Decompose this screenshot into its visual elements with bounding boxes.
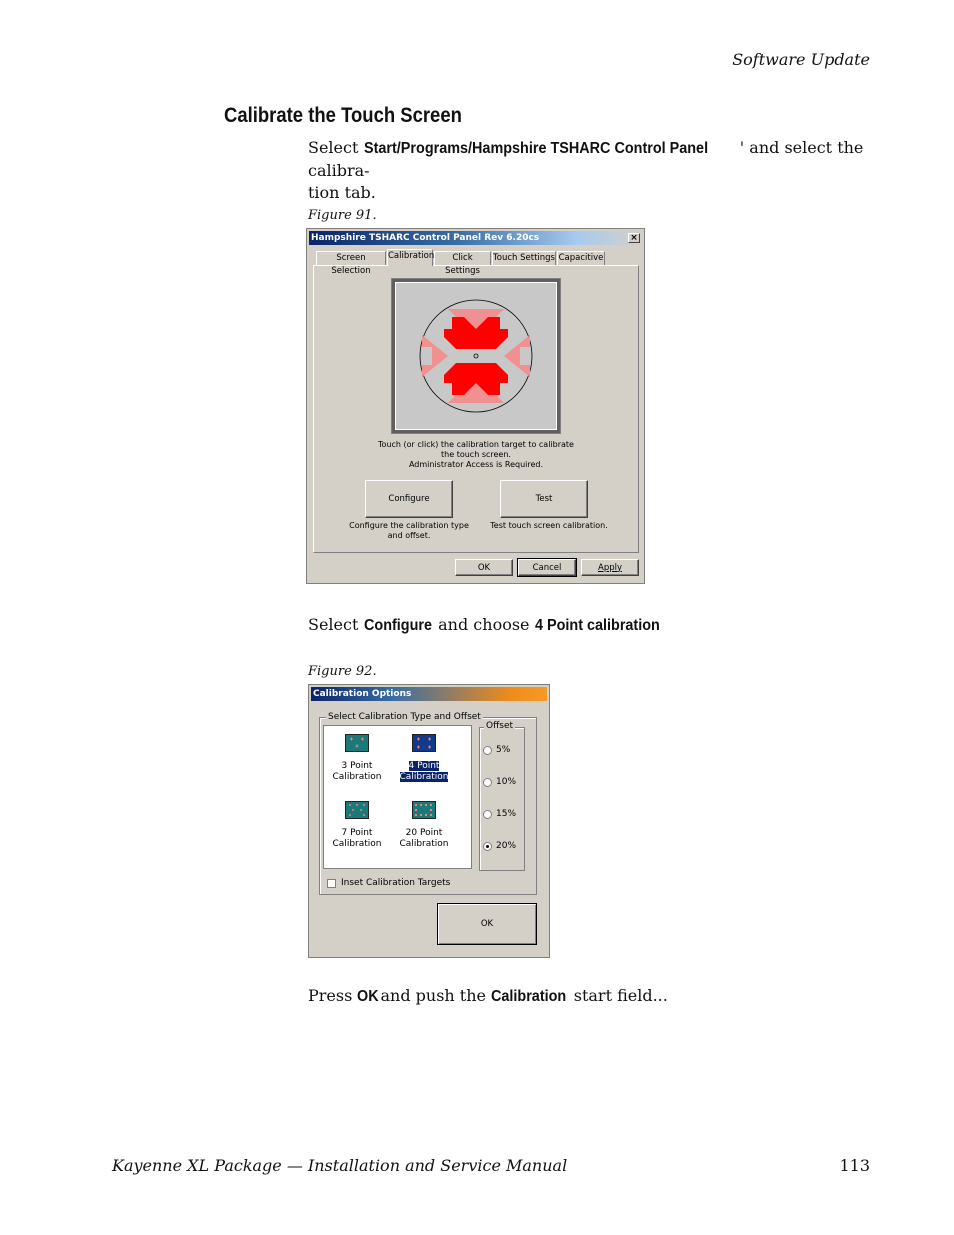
calibration-type-group-label: Select Calibration Type and Offset <box>328 712 481 722</box>
para3-mid: and push the <box>375 986 492 1005</box>
paragraph-3 <box>308 985 668 1008</box>
tab-touch-settings[interactable]: Touch Settings <box>493 253 555 263</box>
4-point-line1: 4 Point <box>408 761 440 771</box>
para2-mid: and choose <box>433 615 535 634</box>
offset-group-label: Offset <box>486 721 514 731</box>
offset-10-radio[interactable] <box>483 777 516 787</box>
dialog-title: Calibration Options <box>313 689 412 699</box>
dialog-titlebar <box>311 687 547 701</box>
20-point-label[interactable] <box>394 828 454 850</box>
offset-20-radio[interactable] <box>483 841 516 851</box>
page-number: 113 <box>839 1156 870 1175</box>
4-point-line2: Calibration <box>399 772 449 782</box>
4-point-label[interactable] <box>394 761 454 783</box>
radio-button[interactable] <box>483 810 492 819</box>
tab-click-settings[interactable]: Click Settings <box>434 251 491 265</box>
test-button[interactable]: Test <box>500 480 588 518</box>
7-point-icon[interactable] <box>345 801 369 819</box>
configure-desc-line-1: Configure the calibration type <box>349 521 469 530</box>
paragraph-1 <box>308 137 878 204</box>
inset-targets-checkbox[interactable] <box>327 879 336 888</box>
test-description: Test touch screen calibration. <box>490 521 608 530</box>
running-header: Software Update <box>732 50 870 69</box>
inset-targets-checkbox-row[interactable] <box>327 878 450 888</box>
configure-desc-line-2: and offset. <box>387 531 431 540</box>
20-point-line2: Calibration <box>399 839 449 849</box>
7-point-line1: 7 Point <box>341 828 373 838</box>
tsharc-control-panel-dialog <box>306 228 645 584</box>
configure-button[interactable]: Configure <box>365 480 453 518</box>
figure-92-label: Figure 92. <box>308 664 377 679</box>
para1-post2: tion tab. <box>308 183 376 202</box>
offset-15-radio[interactable] <box>483 809 516 819</box>
configure-description <box>349 521 469 541</box>
offset-15-label: 15% <box>496 809 517 819</box>
para3-post: start field... <box>568 986 668 1005</box>
20-point-icon[interactable] <box>412 801 436 819</box>
3-point-label[interactable] <box>327 761 387 783</box>
ok-button[interactable]: OK <box>455 559 513 576</box>
offset-5-label: 5% <box>496 745 511 755</box>
calibration-options-dialog <box>308 684 550 958</box>
radio-button-selected[interactable] <box>483 842 492 851</box>
tab-calibration[interactable]: Calibration <box>387 249 433 266</box>
3-point-icon[interactable] <box>345 734 369 752</box>
calibration-target-icon <box>392 279 560 433</box>
radio-button[interactable] <box>483 778 492 787</box>
7-point-label[interactable] <box>327 828 387 850</box>
radio-button[interactable] <box>483 746 492 755</box>
section-title: Calibrate the Touch Screen <box>224 104 462 127</box>
figure-91-label: Figure 91. <box>308 208 377 223</box>
inset-targets-label: Inset Calibration Targets <box>341 878 451 888</box>
instruction-line-3: Administrator Access is Required. <box>408 460 544 469</box>
para2-pre: Select <box>308 615 364 634</box>
20-point-line1: 20 Point <box>405 828 443 838</box>
calibration-type-list[interactable] <box>323 725 472 869</box>
calibration-target-frame[interactable] <box>391 278 561 434</box>
apply-button[interactable]: Apply <box>581 559 639 576</box>
ok-button[interactable]: OK <box>437 903 537 945</box>
4-point-icon[interactable] <box>412 734 436 752</box>
instruction-line-1: Touch (or click) the calibration target to calibrate <box>378 440 574 449</box>
cancel-button[interactable]: Cancel <box>518 559 576 576</box>
dialog-titlebar <box>309 231 642 245</box>
close-icon[interactable]: × <box>628 233 640 243</box>
tab-screen-selection[interactable]: Screen Selection <box>316 251 386 265</box>
offset-20-label: 20% <box>496 841 517 851</box>
7-point-line2: Calibration <box>332 839 382 849</box>
tab-capacitive[interactable]: Capacitive <box>558 253 604 263</box>
para3-calibration: Calibration <box>491 988 567 1005</box>
instruction-line-2: the touch screen. <box>441 450 511 459</box>
calibration-instructions <box>354 440 598 470</box>
para1-path: Start/Programs/Hampshire TSHARC Control Panel <box>363 140 708 157</box>
para1-pre: Select <box>308 138 364 157</box>
offset-5-radio[interactable] <box>483 745 510 755</box>
3-point-line1: 3 Point <box>341 761 373 771</box>
footer-manual-title: Kayenne XL Package — Installation and Service Manual <box>112 1156 568 1175</box>
para2-4-point: 4 Point calibration <box>534 617 660 634</box>
para2-configure: Configure <box>363 617 432 634</box>
calibration-tab-panel <box>313 265 639 553</box>
para1-post: ' and select the calibra- <box>308 138 864 180</box>
3-point-line2: Calibration <box>332 772 382 782</box>
para3-ok: OK <box>357 988 379 1005</box>
para3-pre: Press <box>308 986 358 1005</box>
paragraph-2 <box>308 614 667 637</box>
dialog-title: Hampshire TSHARC Control Panel Rev 6.20cs <box>311 233 540 243</box>
offset-10-label: 10% <box>496 777 517 787</box>
